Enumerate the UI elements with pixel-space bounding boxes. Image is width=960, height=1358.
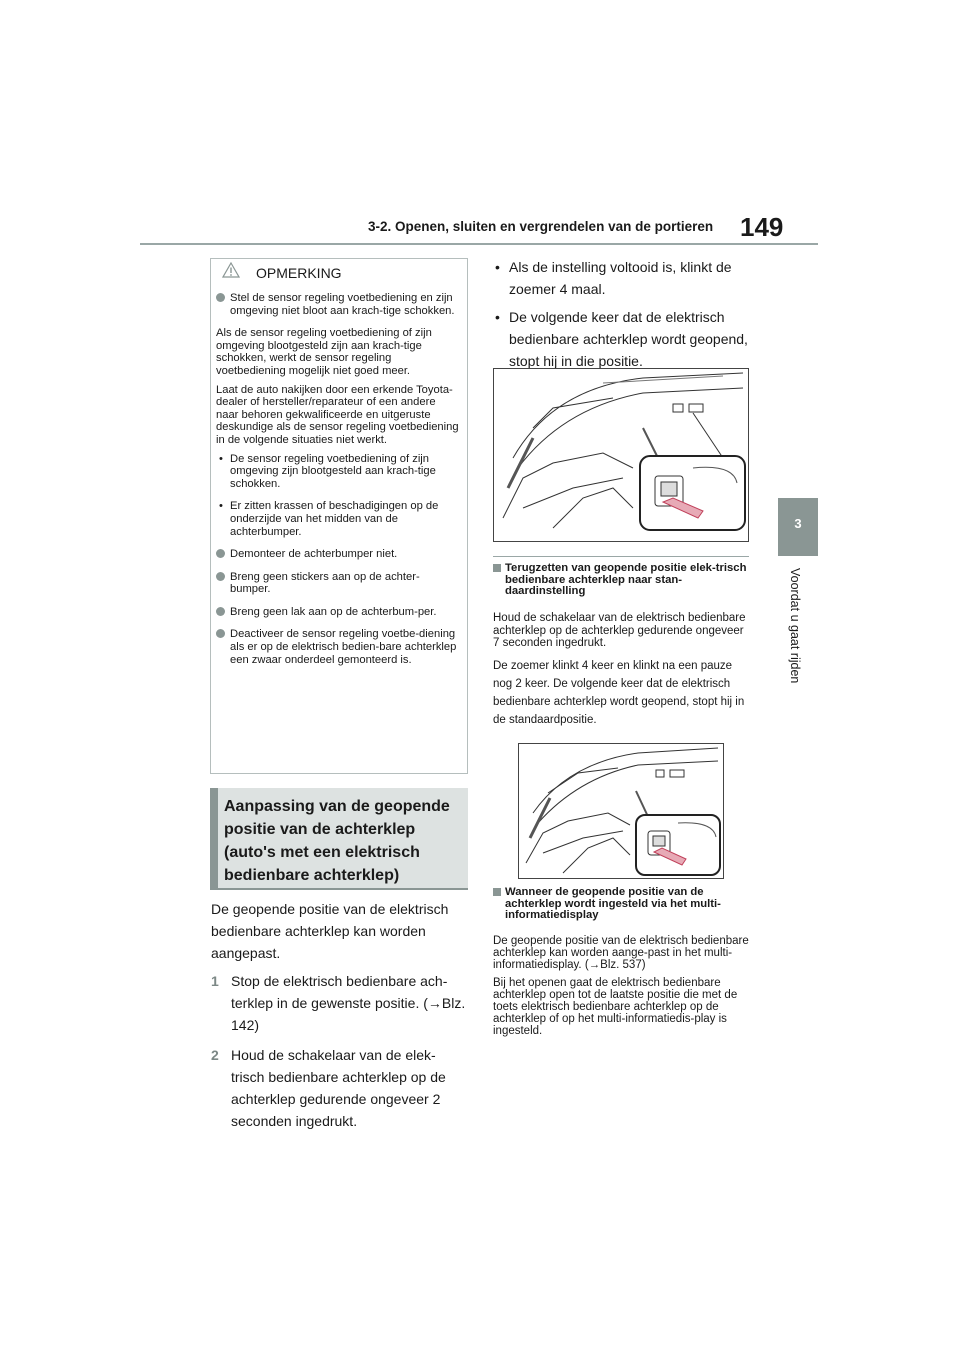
chapter-number: 3 — [794, 516, 802, 531]
section-heading-rule — [210, 888, 468, 890]
warning-triangle-icon — [222, 262, 244, 281]
step-number: 1 — [211, 973, 219, 989]
section-divider — [493, 556, 749, 557]
square-bullet-icon — [493, 888, 501, 896]
subsection-body-2 — [493, 935, 749, 1043]
subsection-paragraph: Houd de schakelaar van de elektrisch bedienbare achterklep op de achterklep gedurende ongeveer 7 seconden ingedrukt. — [493, 612, 746, 649]
chapter-label: Voordat u gaat rijden — [788, 568, 802, 684]
notice-item — [216, 571, 460, 596]
subsection-paragraph: Bij het openen gaat de elektrisch bedienbare achterklep open tot de laatste positie die met de toets elektrisch bedienbare achterklep op de achterklep of op het multi-informatiedis-play is ingesteld. — [493, 976, 738, 1038]
notice-heading-text: OPMERKING — [256, 265, 342, 281]
bullet-dot-icon — [216, 629, 225, 638]
info-bullet: • De volgende keer dat de elektrisch bedienbare achterklep wordt geopend, stopt hij in die positie. — [495, 309, 748, 369]
notice-body — [216, 292, 460, 676]
notice-bullet-text: De sensor regeling voetbediening of zijn omgeving zijn blootgesteld aan krach-tige schokken. — [230, 452, 436, 490]
notice-item-text: Demonteer de achterbumper niet. — [230, 548, 398, 561]
notice-paragraph: Als de sensor regeling voetbediening of zijn omgeving blootgesteld zijn aan krach-tige schokken, werkt de sensor regeling voetbediening mogelijk niet goed meer. — [216, 327, 432, 377]
step-text: Stop de elektrisch bedienbare ach-terklep in de gewenste positie. (→Blz. 142) — [231, 973, 466, 1033]
bullet-dot-icon — [216, 293, 225, 302]
info-bullet-text: De volgende keer dat de elektrisch bedienbare achterklep wordt geopend, stopt hij in die positie. — [509, 309, 748, 369]
notice-item-text: Stel de sensor regeling voetbediening en zijn omgeving niet bloot aan krach-tige schokken. — [230, 292, 455, 317]
subsection-title-text: Wanneer de geopende positie van de achterklep wordt ingesteld via het multi-informatiedisplay — [505, 886, 721, 921]
subsection-body-1 — [493, 612, 749, 655]
notice-item — [216, 606, 460, 619]
page-number: 149 — [740, 212, 784, 242]
header-divider — [140, 243, 818, 245]
info-bullet: • Als de instelling voltooid is, klinkt de zoemer 4 maal. — [495, 259, 732, 297]
notice-bullet: • De sensor regeling voetbediening of zijn omgeving zijn blootgesteld aan krach-tige schokken. — [219, 452, 436, 490]
step-item — [211, 1044, 467, 1132]
step-item — [211, 970, 467, 1036]
subsection-title-text: Terugzetten van geopende positie elek-trisch bedienbare achterklep naar stan-daardinstelling — [505, 562, 747, 597]
section-title: 3-2. Openen, sluiten en vergrendelen van de portieren — [368, 219, 714, 234]
notice-heading — [222, 262, 342, 281]
section-heading: Aanpassing van de geopende positie van de achterklep (auto's met een elektrisch bedienbare achterklep) — [224, 798, 450, 884]
subsection-paragraph: De zoemer klinkt 4 keer en klinkt na een pauze nog 2 keer. De volgende keer dat de elektrisch bedienbare achterklep wordt geopend, stopt hij in de standaardpositie. — [493, 660, 745, 726]
bullet-dot-icon — [216, 607, 225, 616]
notice-bullet: • Er zitten krassen of beschadigingen op de onderzijde van het midden van de achterbumper. — [219, 500, 439, 538]
notice-item — [216, 548, 460, 561]
left-body — [211, 898, 467, 1140]
bullet-dot-icon — [216, 549, 225, 558]
bullet-dot-icon — [216, 572, 225, 581]
step-text: Houd de schakelaar van de elek-trisch bedienbare achterklep op de achterklep gedurende ongeveer 2 seconden ingedrukt. — [231, 1047, 446, 1129]
tailgate-illustration — [493, 368, 749, 542]
intro-paragraph: De geopende positie van de elektrisch bedienbare achterklep kan worden aangepast. — [211, 901, 449, 961]
section-heading-bar — [210, 788, 218, 888]
notice-item-text: Deactiveer de sensor regeling voetbe-diening als er op de elektrisch bedien-bare achterklep een zwaar onderdeel gemonteerd is. — [230, 628, 457, 666]
notice-item — [216, 628, 460, 666]
tailgate-illustration-2 — [518, 743, 724, 879]
subsection-title-1 — [493, 563, 749, 598]
square-bullet-icon — [493, 564, 501, 572]
step-number: 2 — [211, 1047, 219, 1063]
notice-item-text: Breng geen lak aan op de achterbum-per. — [230, 605, 437, 618]
info-bullet-text: Als de instelling voltooid is, klinkt de zoemer 4 maal. — [509, 259, 732, 297]
subsection-body-1b — [493, 657, 749, 734]
right-bullets — [493, 256, 753, 378]
notice-item — [216, 292, 460, 317]
notice-paragraph: Laat de auto nakijken door een erkende Toyota-dealer of hersteller/reparateur of een andere naar behoren gekwalificeerde en uitgeruste deskundige als de sensor regeling voetbediening in de volgende situaties niet werkt. — [216, 383, 459, 446]
subsection-title-2 — [493, 887, 749, 922]
notice-bullet-text: Er zitten krassen of beschadigingen op de onderzijde van het midden van de achterbumper. — [230, 500, 439, 538]
notice-item-text: Breng geen stickers aan op de achter-bumper. — [230, 570, 420, 596]
subsection-paragraph: De geopende positie van de elektrisch bedienbare achterklep kan worden aange-past in het multi-informatiedisplay. (→Blz. 537) — [493, 935, 749, 972]
